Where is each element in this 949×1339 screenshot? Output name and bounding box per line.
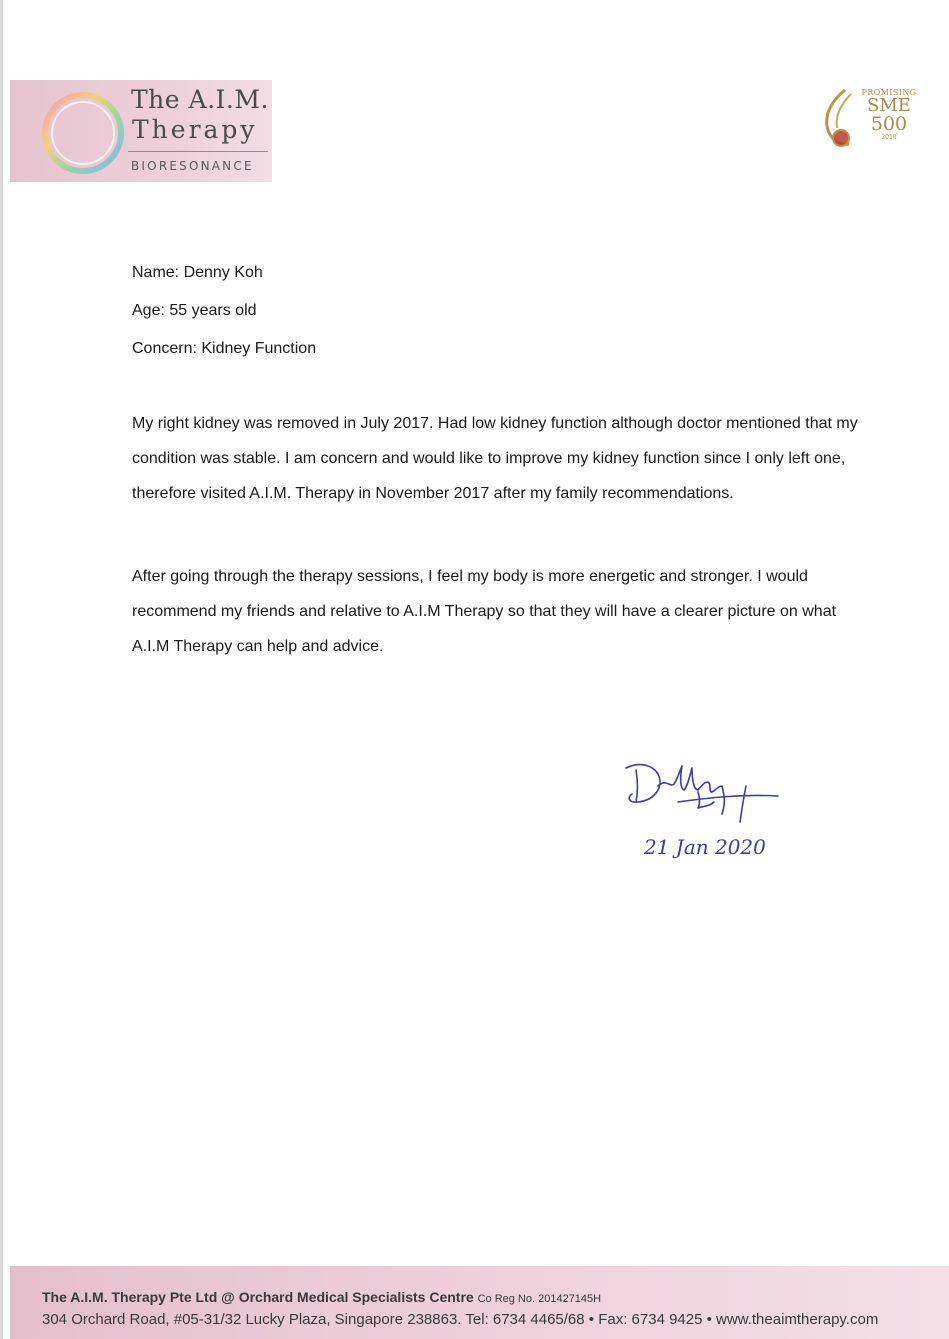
sme500-badge — [815, 86, 917, 162]
brand-divider — [128, 151, 268, 152]
testimonial-paragraph-1: My right kidney was removed in July 2017. Had low kidney function although doctor mentioned that my condition was stable. I am concern and would like to improve my kidney function since I only left one, therefore visited A.I.M. Therapy in November 2017 after my family recommendations. — [132, 415, 858, 502]
sme-promising-label: PROMISING — [861, 88, 917, 97]
footer-company-line — [42, 1289, 601, 1305]
sme-year: 2018 — [881, 134, 897, 141]
signature-date: 21 Jan 2020 — [644, 835, 766, 859]
patient-age: Age: 55 years old — [132, 302, 257, 319]
sme-number: 500 — [870, 113, 908, 135]
brand-tagline: BIORESONANCE — [131, 159, 254, 173]
patient-name: Name: Denny Koh — [132, 264, 263, 281]
sme-swirl-icon — [815, 86, 865, 158]
footer-company: The A.I.M. Therapy Pte Ltd @ Orchard Medical Specialists Centre — [42, 1289, 474, 1305]
brand-name-line1: The A.I.M. — [131, 85, 269, 114]
footer-address: 304 Orchard Road, #05-31/32 Lucky Plaza, Singapore 238863. Tel: 6734 4465/68 • Fax: 6734 9425 • www.theaimtherapy.com — [42, 1311, 879, 1328]
signature — [618, 756, 818, 866]
sme-label: SME — [867, 95, 911, 116]
aim-logo-ring-icon — [40, 90, 126, 176]
patient-concern: Concern: Kidney Function — [132, 340, 317, 357]
sme-badge-text — [861, 88, 917, 141]
brand-name-line2: Therapy — [132, 115, 258, 144]
page-edge — [0, 0, 3, 1339]
testimonial-paragraph-2: After going through the therapy sessions, I feel my body is more energetic and stronger. I would recommend my friends and relative to A.I.M Therapy so that they will have a clearer picture on what A.I.M Therapy can help and advice. — [132, 568, 837, 655]
footer-reg-no: Co Reg No. 201427145H — [477, 1293, 602, 1305]
